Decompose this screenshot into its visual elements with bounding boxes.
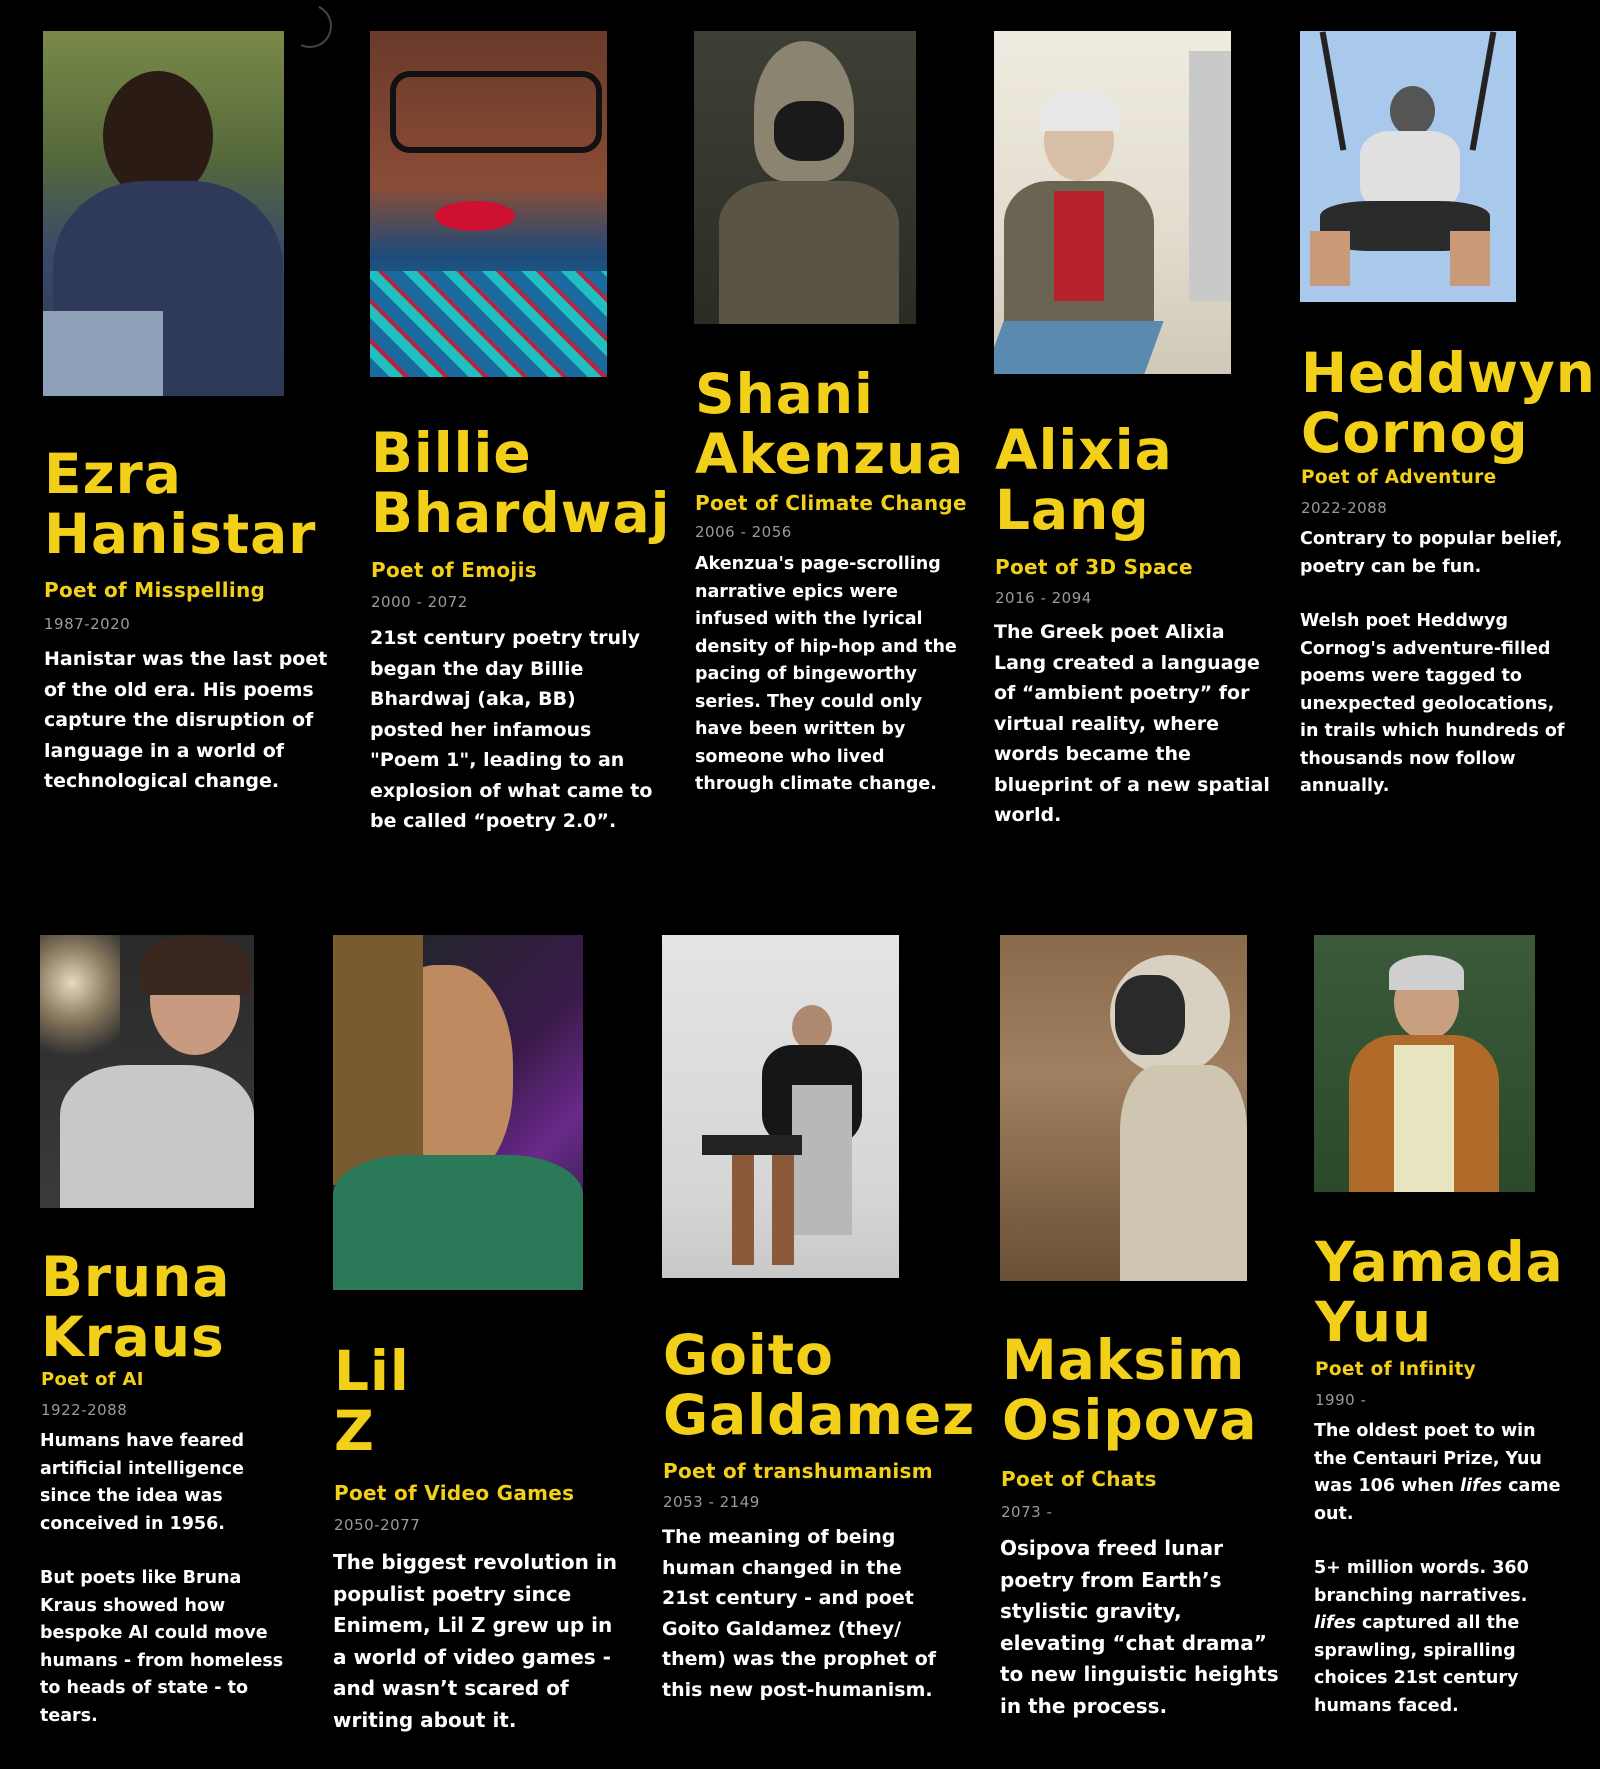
portrait-photo xyxy=(370,31,607,377)
poet-title: Poet of 3D Space xyxy=(995,555,1193,579)
poet-title: Poet of Infinity xyxy=(1315,1359,1476,1380)
bio-paragraph: The oldest poet to win the Centauri Prize, Yuu was 106 when lifes came out. xyxy=(1314,1421,1561,1524)
poet-title: Poet of Misspelling xyxy=(44,578,266,602)
poet-years: 2073 - xyxy=(1001,1503,1053,1521)
poet-bio: Hanistar was the last poet of the old era. His poems capture the disruption of language in a world of technological change. xyxy=(44,648,328,792)
poet-bio: The meaning of being human changed in the 21st century - and poet Goito Galdamez (they/ them) was the prophet of this new post-humanism. xyxy=(662,1526,937,1701)
poet-title: Poet of Chats xyxy=(1001,1467,1157,1491)
loading-ring-icon xyxy=(282,0,338,54)
poet-title: Poet of transhumanism xyxy=(663,1459,933,1483)
poet-name: Shani Akenzua xyxy=(695,362,965,486)
poet-title: Poet of Adventure xyxy=(1301,467,1497,488)
poet-bio: 21st century poetry truly began the day Billie Bhardwaj (aka, BB) posted her infamous "Poem 1", leading to an explosion of what came to be called “poetry 2.0”. xyxy=(370,627,653,832)
portrait-photo xyxy=(994,31,1231,374)
poet-years: 2000 - 2072 xyxy=(371,593,468,611)
poet-title: Poet of AI xyxy=(41,1369,144,1390)
poet-years: 1922-2088 xyxy=(41,1401,128,1419)
poet-title: Poet of Climate Change xyxy=(695,491,967,515)
portrait-photo xyxy=(694,31,916,324)
poet-years: 2050-2077 xyxy=(334,1516,421,1534)
poet-bio: Contrary to popular belief, poetry can be fun. Welsh poet Heddwyg Cornog's adventure-filled poems were tagged to unexpected geolocations, in trails which hundreds of thousands now follow annually. xyxy=(1300,529,1565,796)
portrait-photo xyxy=(662,935,899,1278)
poet-name: Maksim Osipova xyxy=(1002,1328,1258,1452)
poet-name: Bruna Kraus xyxy=(41,1245,231,1369)
poet-years: 2016 - 2094 xyxy=(995,589,1092,607)
poet-bio: Osipova freed lunar poetry from Earth’s stylistic gravity, elevating “chat drama” to new linguistic heights in the process. xyxy=(1000,1536,1279,1718)
poet-years: 2006 - 2056 xyxy=(695,523,792,541)
portrait-photo xyxy=(43,31,284,396)
portrait-photo xyxy=(1000,935,1247,1281)
portrait-photo xyxy=(1300,31,1516,302)
poet-name: Goito Galdamez xyxy=(663,1323,976,1447)
poet-name: Alixia Lang xyxy=(995,418,1173,542)
poet-bio: The biggest revolution in populist poetry since Enimem, Lil Z grew up in a world of video games - and wasn’t scared of writing about it. xyxy=(333,1550,617,1732)
poet-name: Yamada Yuu xyxy=(1315,1230,1564,1354)
poet-years: 1990 - xyxy=(1315,1391,1367,1409)
poet-bio xyxy=(1314,1418,1574,1720)
portrait-photo xyxy=(1314,935,1535,1192)
poet-name: Billie Bhardwaj xyxy=(371,421,671,545)
poet-name: Ezra Hanistar xyxy=(44,442,317,566)
poet-bio: The Greek poet Alixia Lang created a language of “ambient poetry” for virtual reality, where words became the blueprint of a new spatial world. xyxy=(994,621,1270,826)
poet-bio: Akenzua's page-scrolling narrative epics were infused with the lyrical density of hip-hop and the pacing of bingeworthy series. They could only have been written by someone who lived through climate change. xyxy=(695,554,957,794)
poet-years: 2022-2088 xyxy=(1301,499,1388,517)
poet-years: 1987-2020 xyxy=(44,615,131,633)
bio-paragraph: 5+ million words. 360 branching narratives. lifes captured all the sprawling, spiralling choices 21st century humans faced. xyxy=(1314,1558,1529,1716)
poet-years: 2053 - 2149 xyxy=(663,1493,760,1511)
portrait-photo xyxy=(333,935,583,1290)
poet-title: Poet of Video Games xyxy=(334,1481,575,1505)
poet-bio: Humans have feared artificial intelligence since the idea was conceived in 1956. But poets like Bruna Kraus showed how bespoke AI could move humans - from homeless to heads of state - to tears. xyxy=(40,1431,284,1726)
poet-title: Poet of Emojis xyxy=(371,558,537,582)
portrait-photo xyxy=(40,935,254,1208)
poet-name: Lil Z xyxy=(334,1339,410,1463)
poet-name: Heddwyn Cornog xyxy=(1301,341,1596,465)
